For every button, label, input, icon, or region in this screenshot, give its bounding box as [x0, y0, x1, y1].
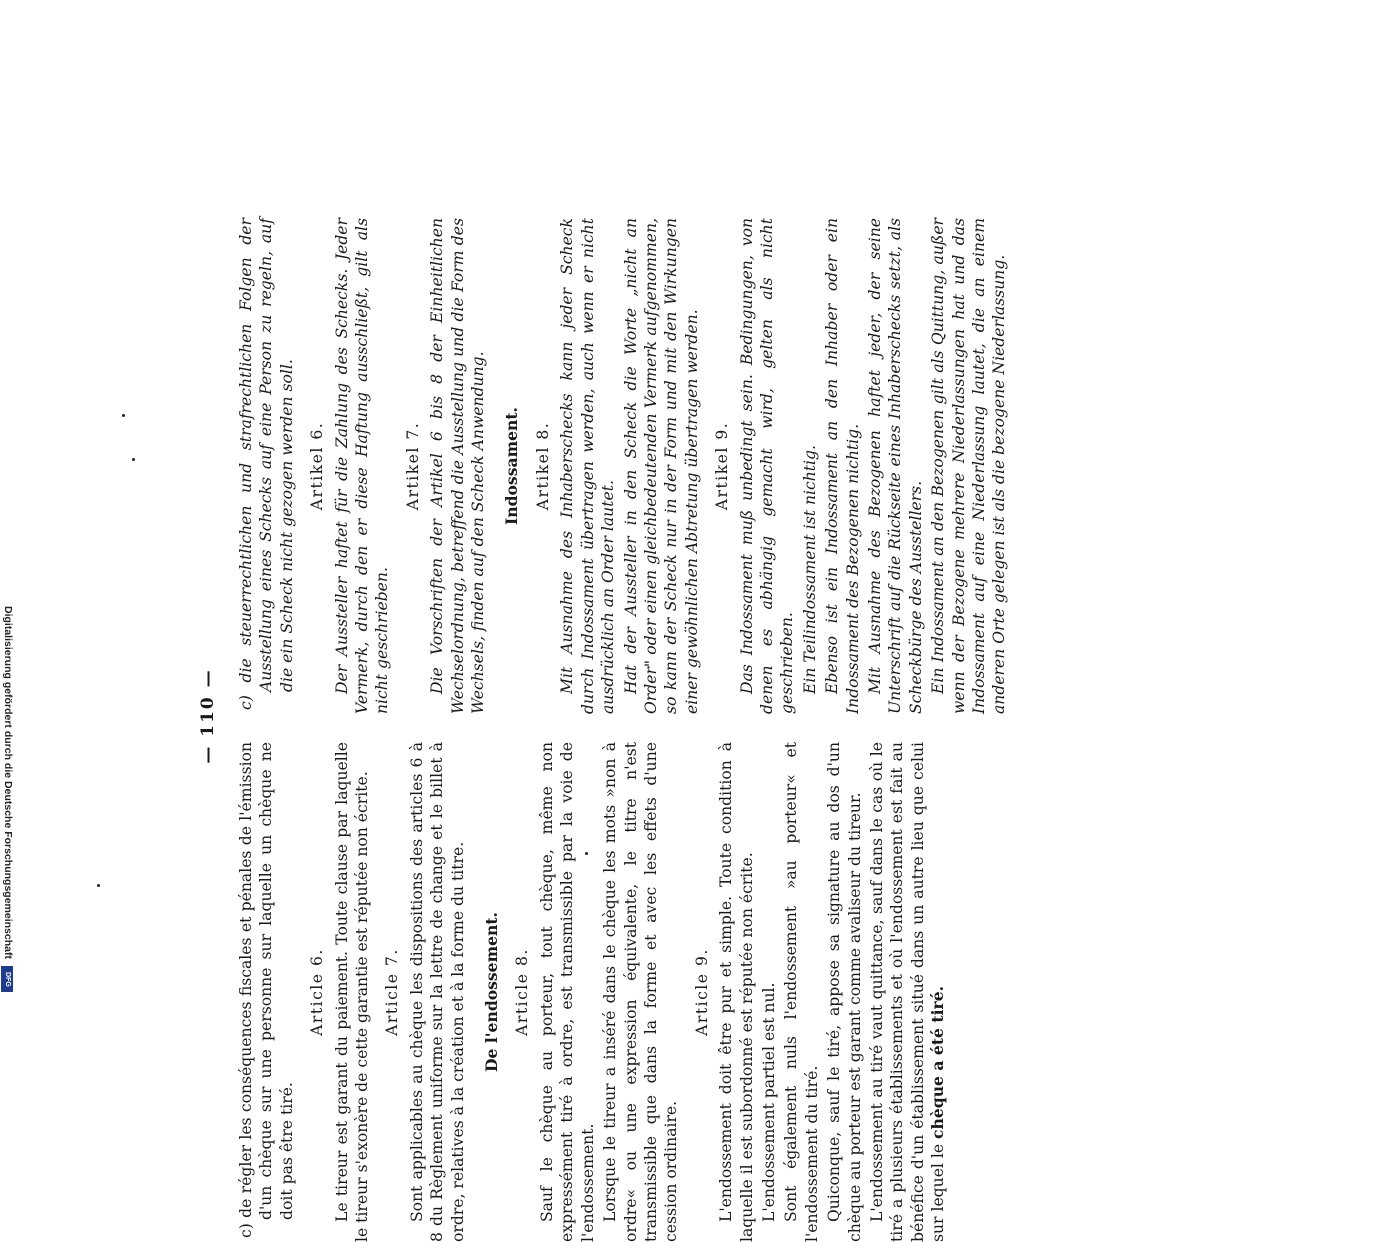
- french-column: [236, 742, 951, 1242]
- german-article-8-heading: Artikel 8.: [533, 421, 552, 511]
- scan-speck: [97, 884, 100, 887]
- french-article-8-text-1: Sauf le chèque au porteur, tout chèque, même non expressément tiré à ordre, est transmissible par la voie de l'endossement.: [537, 742, 597, 1242]
- french-article-9-text-5: [867, 742, 949, 1242]
- german-article-8-text-2: Hat der Aussteller in den Scheck die Worte „nicht an Order" oder einen gleichbedeutenden Vermerk aufgenommen, so kann der Scheck nur in der Form und mit den Wirkungen einer gewöhnlichen Abtretung übertragen werden.: [621, 218, 701, 714]
- french-article-9-heading: Article 9.: [692, 948, 711, 1036]
- french-article-8-text-2: Lorsque le tireur a inséré dans le chèque les mots »non à ordre« ou une expression équivalente, le titre n'est transmissible que dans la forme et avec les effets d'une cession ordinaire.: [601, 742, 681, 1242]
- german-article-6-text: Der Aussteller haftet für die Zahlung des Schecks. Jeder Vermerk, durch den er diese Haftung ausschließt, gilt als nicht geschrieben.: [332, 218, 392, 714]
- german-article-8-text-1: Mit Ausnahme des Inhaberschecks kann jeder Scheck durch Indossament übertragen werden, auch wenn er nicht ausdrücklich an Order lautet.: [558, 218, 618, 714]
- german-article-9-text-5: Ein Indossament an den Bezogenen gilt als Quittung, außer wenn der Bezogene mehrere Niederlassungen hat und das Indossament auf eine Niederlassung lautet, die an einem anderen Orte gelegen ist als die bezogene Niederlassung.: [929, 218, 1009, 714]
- german-article-9-text-1: Das Indossament muß unbedingt sein. Bedingungen, von denen es abhängig gemacht wird, gelten als nicht geschrieben.: [737, 218, 797, 714]
- german-article-7-text: Die Vorschriften der Artikel 6 bis 8 der Einheitlichen Wechselordnung, betreffend die Ausstellung und die Form des Wechsels, finden auf den Scheck Anwendung.: [428, 218, 488, 714]
- digitization-credit-bar: [0, 0, 16, 1000]
- german-article-7-heading: Artikel 7.: [403, 421, 422, 511]
- french-article-6-text: Le tireur est garant du paiement. Toute clause par laquelle le tireur s'exonère de cette garantie est réputée non écrite.: [332, 742, 372, 1242]
- page-number: — 110 —: [198, 668, 218, 764]
- german-section-heading: Indossament.: [502, 407, 522, 525]
- german-article-9-text-4: Mit Ausnahme des Bezogenen haftet jeder, der seine Unterschrift auf die Rückseite eines Inhaberschecks setzt, als Scheckbürge des Ausstellers.: [865, 218, 925, 714]
- german-article-6-heading: Artikel 6.: [308, 421, 327, 511]
- french-article-9-text-3: Sont également nuls l'endossement »au porteur« et l'endossement du tiré.: [782, 742, 821, 1242]
- digitization-credit: Digitalisierung gefördert durch die Deutsche Forschungsgemeinschaft: [2, 606, 14, 959]
- french-article-9-text-2: L'endossement partiel est nul.: [759, 982, 778, 1222]
- german-article-9-heading: Artikel 9.: [713, 421, 732, 511]
- french-article-9-text-4: Quiconque, sauf le tiré, appose sa signature au dos d'un chèque au porteur est garant comme avaliseur du tireur.: [825, 742, 864, 1242]
- french-article-8-heading: Article 8.: [513, 948, 532, 1036]
- french-article-9-text-1: L'endossement doit être pur et simple. Toute condition à laquelle il est subordonné est réputée non écrite.: [717, 742, 756, 1242]
- dfg-logo: DFG: [1, 966, 13, 992]
- scan-speck: [122, 414, 125, 417]
- french-section-heading: De l'endossement.: [482, 912, 502, 1073]
- scan-speck: [132, 458, 135, 461]
- french-article-6-heading: Article 6.: [308, 948, 327, 1036]
- french-article-9-text-5a: L'endossement au tiré vaut quittance, sauf dans le cas où le tiré a plusieurs établissements et où l'endossement est fait au bénéfice d'un établissement situé dans un autre lieu que celui sur lequel le: [867, 742, 948, 1242]
- french-item-c: c) de régler les conséquences fiscales et pénales de l'émission d'un chèque sur une personne sur laquelle un chèque ne doit pas être tiré.: [237, 742, 296, 1238]
- document-page: [190, 190, 1250, 1242]
- german-item-c: c) die steuerrechtlichen und strafrechtlichen Folgen der Ausstellung eines Schecks auf eine Person zu regeln, auf die ein Scheck nicht gezogen werden soll.: [237, 218, 296, 710]
- german-article-9-text-2: Ein Teilindossament ist nichtig.: [800, 445, 819, 694]
- french-article-7-text: Sont applicables au chèque les dispositions des articles 6 à 8 du Règlement uniforme sur la lettre de change et le billet à ordre, relatives à la création et à la forme du titre.: [407, 742, 467, 1242]
- french-article-9-text-5b: chèque a été tiré.: [928, 985, 948, 1139]
- german-column: [236, 218, 1012, 714]
- german-article-9-text-3: Ebenso ist ein Indossament an den Inhaber oder ein Indossament des Bezogenen nichtig.: [823, 218, 862, 714]
- french-article-7-heading: Article 7.: [383, 948, 402, 1036]
